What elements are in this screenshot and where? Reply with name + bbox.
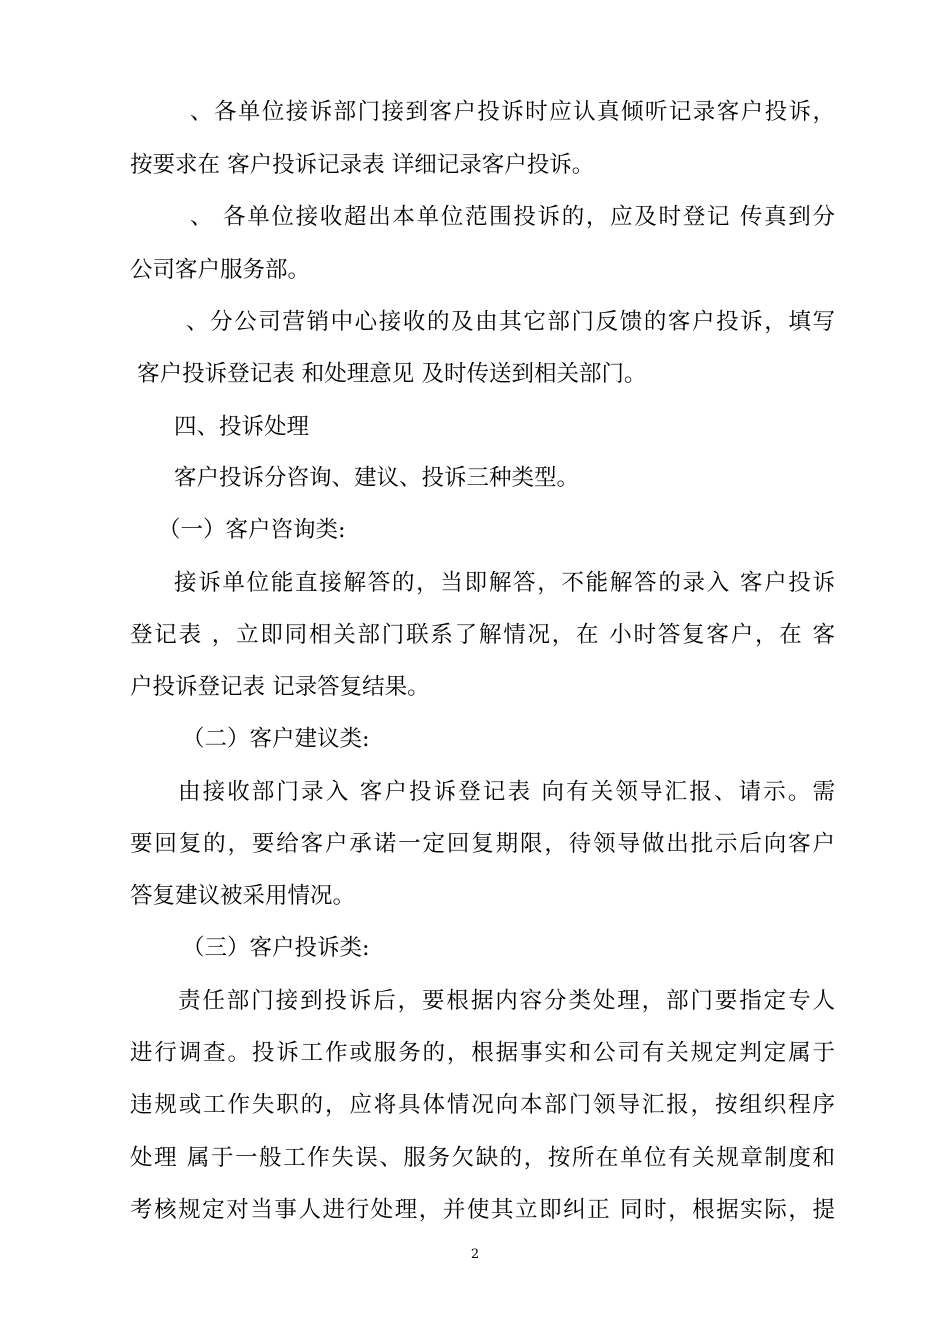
text-line: 、分公司营销中心接收的及由其它部门反馈的客户投诉，填写: [186, 309, 835, 335]
text-line: 、各单位接诉部门接到客户投诉时应认真倾听记录客户投诉，: [190, 99, 835, 125]
text-line: （二）客户建议类:: [182, 726, 370, 752]
text-line: 按要求在 客户投诉记录表 详细记录客户投诉。: [130, 152, 595, 178]
text-line: 公司客户服务部。: [130, 257, 311, 283]
text-line: 违规或工作失职的，应将具体情况向本部门领导汇报，按组织程序: [130, 1092, 835, 1118]
page-number: 2: [470, 1247, 480, 1262]
text-line: （一）客户咨询类:: [158, 517, 346, 543]
text-line: 户投诉登记表 记录答复结果。: [130, 674, 430, 700]
text-line: 进行调查。投诉工作或服务的，根据事实和公司有关规定判定属于: [130, 1040, 835, 1066]
text-line: 、 各单位接收超出本单位范围投诉的，应及时登记 传真到分: [190, 204, 835, 230]
text-line: 客户投诉分咨询、建议、投诉三种类型。: [174, 465, 580, 491]
text-line: 由接收部门录入 客户投诉登记表 向有关领导汇报、请示。需: [178, 779, 835, 805]
text-line: 责任部门接到投诉后，要根据内容分类处理，部门要指定专人: [178, 988, 835, 1014]
text-line: 客户投诉登记表 和处理意见 及时传送到相关部门。: [130, 361, 647, 387]
text-line: 四、投诉处理: [174, 414, 310, 440]
text-line: 处理 属于一般工作失误、服务欠缺的，按所在单位有关规章制度和: [130, 1145, 835, 1171]
text-line: 答复建议被采用情况。: [130, 883, 356, 909]
text-line: 考核规定对当事人进行处理，并使其立即纠正 同时，根据实际，提: [130, 1197, 835, 1223]
text-line: 接诉单位能直接解答的，当即解答，不能解答的录入 客户投诉: [174, 570, 835, 596]
text-line: 登记表 ，立即同相关部门联系了解情况，在 小时答复客户，在 客: [130, 622, 835, 648]
text-line: 要回复的，要给客户承诺一定回复期限，待领导做出批示后向客户: [130, 831, 835, 857]
text-line: （三）客户投诉类:: [182, 935, 370, 961]
